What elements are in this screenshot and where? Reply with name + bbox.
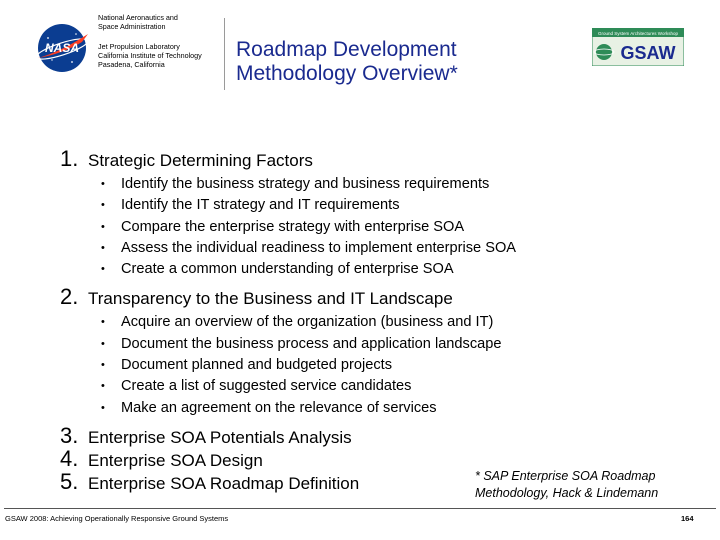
bullet-icon: •: [101, 178, 105, 190]
title-line-1: Roadmap Development: [236, 38, 457, 61]
org-line: Pasadena, California: [98, 60, 165, 69]
section-title: Transparency to the Business and IT Landscape: [88, 289, 453, 309]
slide-header: [0, 0, 720, 110]
citation-footnote: [475, 468, 658, 502]
list-item: • Identify the IT strategy and IT requirements: [101, 195, 680, 216]
bullet-icon: •: [101, 199, 105, 212]
list-item: • Document the business process and application landscape: [101, 334, 680, 355]
header-divider: [224, 18, 225, 90]
bullet-list: [101, 174, 680, 280]
slide-content: [60, 146, 680, 492]
bullet-icon: •: [101, 316, 105, 329]
title-line-2: Methodology Overview*: [236, 62, 458, 85]
bullet-icon: •: [101, 401, 105, 414]
list-item: • Document planned and budgeted projects: [101, 355, 680, 376]
nasa-logo: [32, 22, 92, 74]
list-item: • Make an agreement on the relevance of services: [101, 398, 680, 419]
bullet-icon: •: [101, 359, 105, 372]
nasa-logo-text: NASA: [44, 41, 80, 55]
organization-info: [98, 13, 223, 69]
bullet-icon: •: [101, 337, 105, 350]
section-title: Enterprise SOA Potentials Analysis: [88, 427, 352, 447]
section-4: [60, 446, 680, 469]
footer-divider: [4, 508, 716, 509]
list-item: • Create a common understanding of enterprise SOA: [101, 259, 680, 280]
list-item: • Compare the enterprise strategy with enterprise SOA: [101, 217, 680, 238]
page-number: 164: [681, 514, 694, 523]
section-title: Strategic Determining Factors: [88, 151, 313, 170]
bullet-icon: •: [101, 263, 105, 276]
bullet-icon: •: [101, 241, 105, 254]
section-3: [60, 423, 680, 446]
section-number: 4.: [60, 445, 79, 471]
section-number: 1.: [60, 146, 79, 171]
bullet-icon: •: [101, 380, 105, 393]
section-title: Enterprise SOA Design: [88, 450, 263, 470]
org-line: California Institute of Technology: [98, 51, 202, 60]
gsaw-logo-subtext: Ground System Architectures Workshop: [598, 31, 678, 36]
section-2: [60, 284, 680, 418]
list-item: • Assess the individual readiness to implement enterprise SOA: [101, 238, 680, 259]
bullet-icon: •: [101, 220, 105, 233]
section-number: 2.: [60, 284, 79, 310]
org-line: Space Administration: [98, 22, 166, 31]
footnote-line: * SAP Enterprise SOA Roadmap: [475, 469, 656, 483]
gsaw-logo-text: GSAW: [620, 43, 676, 63]
gsaw-logo: [592, 28, 684, 66]
footer-text: GSAW 2008: Achieving Operationally Responsive Ground Systems: [5, 514, 229, 523]
org-line: Jet Propulsion Laboratory: [98, 42, 180, 51]
list-item: • Acquire an overview of the organization (business and IT): [101, 312, 680, 333]
section-title: Enterprise SOA Roadmap Definition: [88, 473, 360, 493]
section-number: 5.: [60, 468, 79, 494]
footnote-line: Methodology, Hack & Lindemann: [475, 486, 659, 500]
section-number: 3.: [60, 422, 79, 448]
list-item: • Identify the business strategy and business requirements: [101, 174, 680, 195]
list-item: • Create a list of suggested service candidates: [101, 376, 680, 397]
org-line: National Aeronautics and: [98, 13, 178, 22]
slide-title: [236, 38, 458, 86]
bullet-list: [101, 312, 680, 418]
section-1: [60, 146, 680, 280]
